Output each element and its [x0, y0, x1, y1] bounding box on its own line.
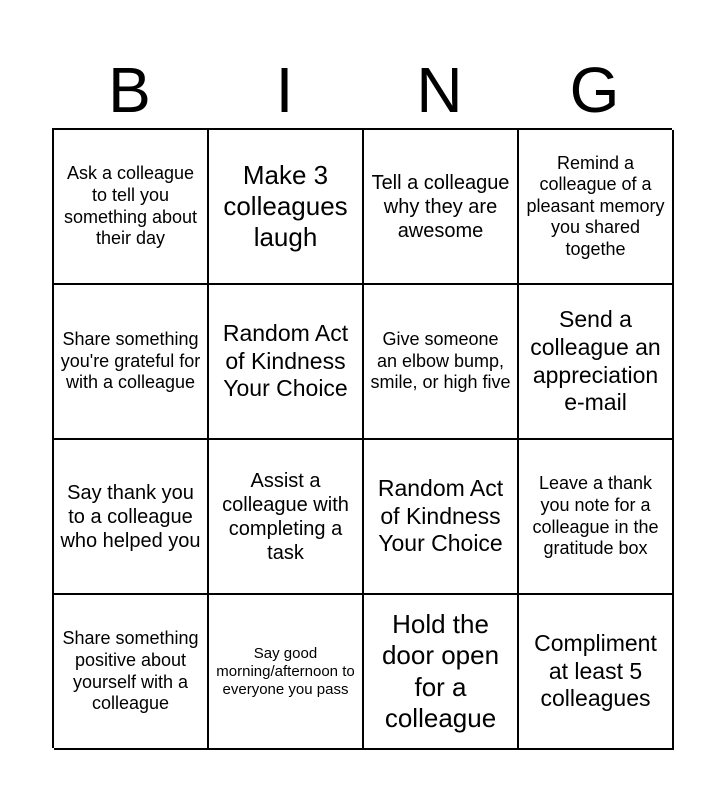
bingo-cell[interactable]: [54, 130, 209, 285]
cell-text: Random Act of Kindness Your Choice: [377, 475, 504, 557]
bingo-cell[interactable]: [519, 440, 674, 595]
bingo-board: [52, 128, 672, 748]
cell-text: Tell a colleague why they are awesome: [371, 171, 510, 242]
cell-text: Make 3 colleagues laugh: [223, 159, 348, 253]
cell-text: Share something positive about yourself with a colleague: [62, 628, 199, 714]
cell-text: Remind a colleague of a pleasant memory you shared togethe: [526, 152, 665, 259]
bingo-cell[interactable]: [364, 285, 519, 440]
header-letter-n: N: [416, 54, 463, 126]
bingo-cell[interactable]: [519, 130, 674, 285]
bingo-cell[interactable]: [209, 130, 364, 285]
bingo-cell[interactable]: [364, 595, 519, 750]
cell-text: Say good morning/afternoon to everyone you pass: [216, 644, 355, 698]
bingo-header: [52, 52, 672, 128]
bingo-cell[interactable]: [209, 440, 364, 595]
bingo-cell[interactable]: [54, 440, 209, 595]
cell-text: Leave a thank you note for a colleague in the gratitude box: [532, 473, 659, 559]
cell-text: Assist a colleague with completing a task: [222, 469, 349, 564]
cell-text: Ask a colleague to tell you something about their day: [63, 163, 198, 249]
cell-text: Say thank you to a colleague who helped you: [60, 481, 201, 552]
cell-text: Send a colleague an appreciation e-mail: [530, 306, 661, 416]
cell-text: Give someone an elbow bump, smile, or high five: [370, 329, 511, 393]
header-letter-i: I: [275, 54, 294, 126]
bingo-cell[interactable]: [54, 595, 209, 750]
bingo-cell[interactable]: [54, 285, 209, 440]
bingo-cell[interactable]: [364, 440, 519, 595]
bingo-cell[interactable]: [519, 595, 674, 750]
cell-text: Random Act of Kindness Your Choice: [222, 320, 349, 402]
cell-text: Hold the door open for a colleague: [381, 609, 500, 733]
bingo-cell[interactable]: [209, 285, 364, 440]
header-letter-g: G: [569, 54, 620, 126]
cell-text: Share something you're grateful for with a colleague: [60, 329, 201, 393]
bingo-cell[interactable]: [519, 285, 674, 440]
bingo-cell[interactable]: [364, 130, 519, 285]
header-letter-b: B: [108, 54, 151, 126]
cell-text: Compliment at least 5 colleagues: [534, 630, 657, 712]
bingo-cell[interactable]: [209, 595, 364, 750]
